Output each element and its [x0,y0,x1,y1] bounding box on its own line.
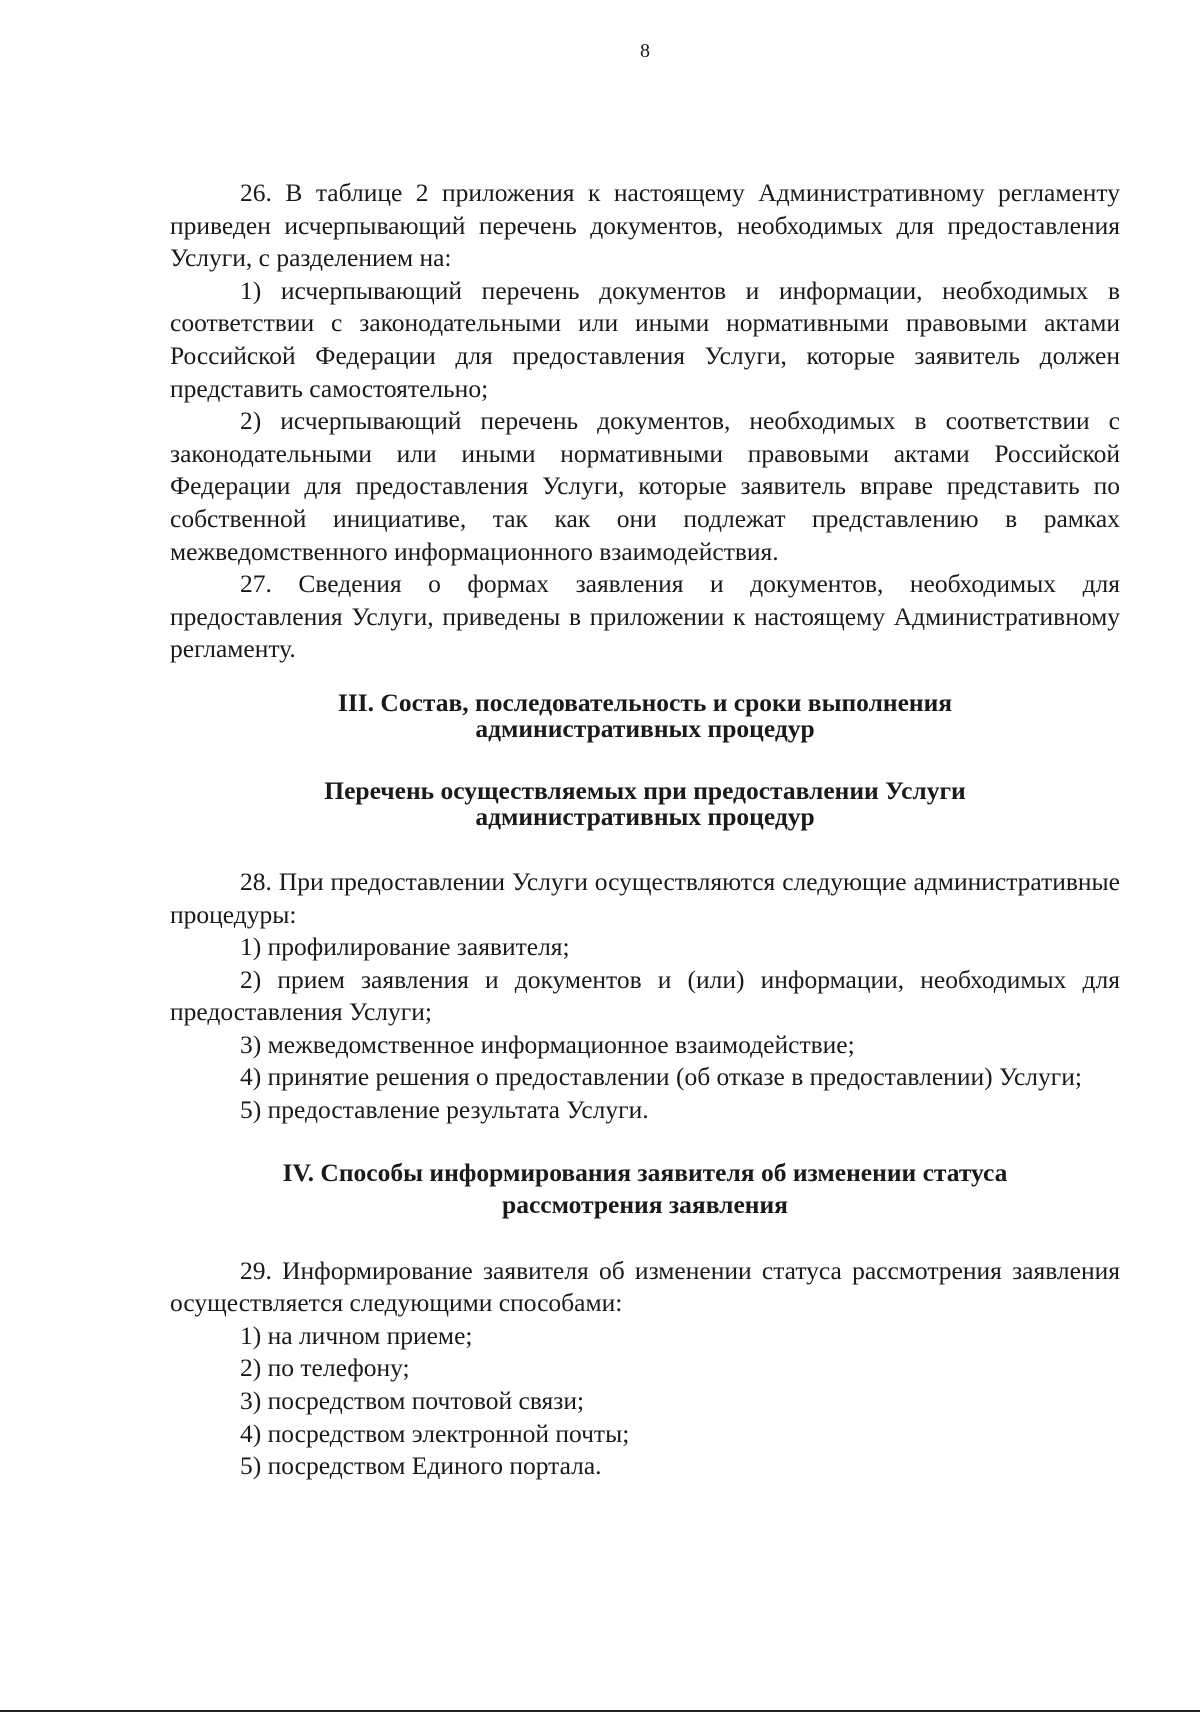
section-4-heading-line-1: IV. Способы информирования заявителя об изменении статуса [282,1157,1008,1187]
paragraph-29-item-2: 2) по телефону; [240,1353,410,1383]
paragraph-26-item-2: 2) исчерпывающий перечень документов, необходимых в соответствии с законодательными или иными нормативными правовыми актами Российской Федерации для предоставления Услуги, которые заявитель вправе представить по собственной инициативе, так как они подлежат представлению в рамках межведомственного информационного взаимодействия. [170,406,1120,566]
paragraph-26-item-1: 1) исчерпывающий перечень документов и информации, необходимых в соответствии с законодательными или иными нормативными правовыми актами Российской Федерации для предоставления Услуги, которые заявитель должен представить самостоятельно; [170,275,1120,403]
section-3-heading-line-2: административных процедур [475,713,815,743]
document-body [170,177,1120,1483]
paragraph-29-item-4: 4) посредством электронной почты; [240,1418,630,1448]
page-bottom-edge-line [0,1710,1200,1712]
section-4-heading [170,1157,1120,1221]
section-3-subheading [170,775,1120,831]
paragraph-29-item-3: 3) посредством почтовой связи; [240,1386,585,1416]
paragraph-28-item-2: 2) прием заявления и документов и (или) информации, необходимых для предоставления Услуги; [170,964,1120,1027]
section-3-heading [170,687,1120,743]
page-number: 8 [640,40,650,62]
paragraph-29-item-1: 1) на личном приеме; [240,1320,473,1350]
paragraph-28-item-4: 4) принятие решения о предоставлении (об отказе в предоставлении) Услуги; [240,1062,1082,1092]
paragraph-28-item-5: 5) предоставление результата Услуги. [240,1095,649,1125]
section-3-heading-line-1: III. Состав, последовательность и сроки выполнения [337,687,953,717]
paragraph-28: 28. При предоставлении Услуги осуществляются следующие административные процедуры: [170,866,1120,929]
section-3-subheading-line-2: административных процедур [475,801,815,831]
section-4-heading-line-2: рассмотрения заявления [502,1189,788,1219]
section-3-subheading-line-1: Перечень осуществляемых при предоставлении Услуги [324,775,966,805]
paragraph-27: 27. Сведения о формах заявления и документов, необходимых для предоставления Услуги, приведены в приложении к настоящему Административному регламенту. [170,569,1120,664]
paragraph-26: 26. В таблице 2 приложения к настоящему Административному регламенту приведен исчерпывающий перечень документов, необходимых для предоставления Услуги, с разделением на: [170,178,1120,273]
paragraph-29: 29. Информирование заявителя об изменении статуса рассмотрения заявления осуществляется следующими способами: [170,1255,1120,1318]
paragraph-28-item-1: 1) профилирование заявителя; [240,932,570,962]
paragraph-29-item-5: 5) посредством Единого портала. [240,1451,602,1481]
paragraph-28-item-3: 3) межведомственное информационное взаимодействие; [240,1029,855,1059]
